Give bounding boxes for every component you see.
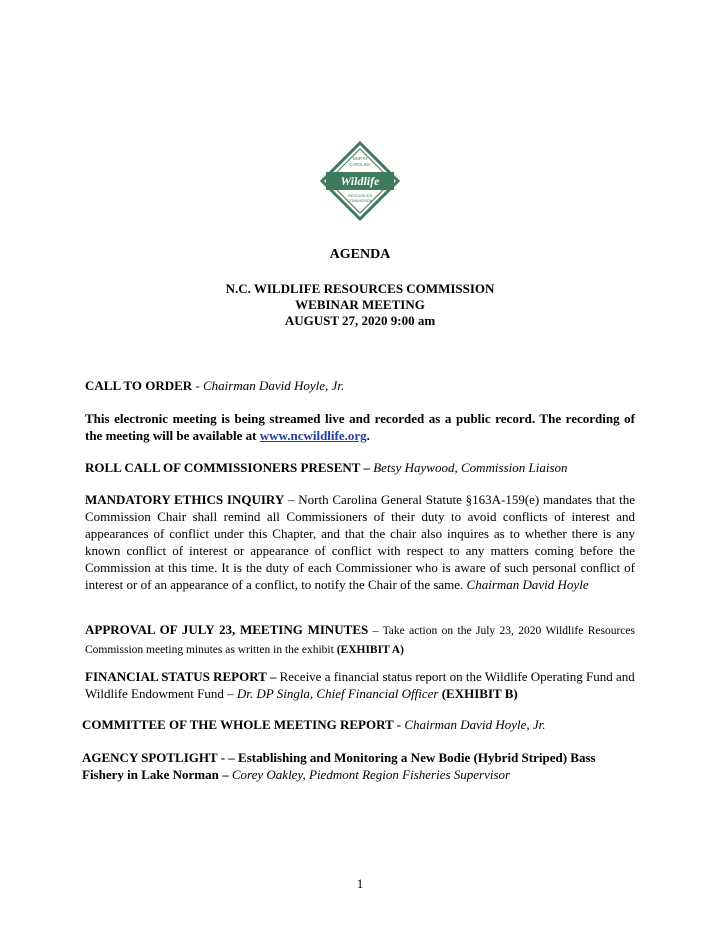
roll-call-item	[85, 459, 635, 476]
logo-script: Wildlife	[340, 174, 380, 188]
ethics-item	[85, 491, 635, 593]
call-to-order-person: Chairman David Hoyle, Jr.	[203, 378, 345, 393]
meeting-date: AUGUST 27, 2020 9:00 am	[284, 313, 436, 328]
wildlife-commission-logo	[320, 141, 400, 221]
agenda-title: AGENDA	[329, 247, 391, 262]
call-to-order-sep: -	[192, 378, 204, 393]
ncwildlife-link[interactable]: www.ncwildlife.org	[259, 428, 367, 443]
call-to-order-item	[85, 377, 635, 394]
ethics-person: Chairman David Hoyle	[466, 577, 589, 592]
logo-top-2: CAROLINA	[349, 162, 371, 167]
org-name: N.C. WILDLIFE RESOURCES COMMISSION	[225, 281, 495, 296]
financial-exhibit: (EXHIBIT B)	[441, 686, 518, 701]
spotlight-person: Corey Oakley, Piedmont Region Fisheries Supervisor	[231, 767, 511, 782]
meeting-type: WEBINAR MEETING	[295, 297, 425, 312]
spotlight-item	[82, 749, 638, 783]
stream-notice-item	[85, 410, 635, 444]
call-to-order-label: CALL TO ORDER	[85, 378, 193, 393]
logo-top-1: NORTH	[352, 156, 368, 161]
roll-call-person: Betsy Haywood, Commission Liaison	[373, 460, 568, 475]
financial-person: Dr. DP Singla, Chief Financial Officer	[236, 686, 439, 701]
financial-item	[85, 668, 635, 702]
ethics-label: MANDATORY ETHICS INQUIRY	[85, 492, 285, 507]
ethics-text: – North Carolina General Statute §163A-159(e) mandates that the Commission Chair shall remind all Commissioners of their duty to avoid conflicts of interest and appearances of conflict under this Chapter, and that the chair also inquires as to whether there is any known conflict of interest or appearance of conflict with respect to any matters coming before the Commission at this time. It is the duty of each Commissioner who is aware of such personal conflict of interest or of an appearance of a conflict, to notify the Chair of the same.	[85, 492, 635, 592]
financial-label: FINANCIAL STATUS REPORT –	[85, 669, 277, 684]
stream-notice-text: This electronic meeting is being streamed live and recorded as a public record. The recording of the meeting will be available at	[85, 411, 635, 443]
committee-person: Chairman David Hoyle, Jr.	[404, 717, 546, 732]
committee-item	[82, 716, 632, 733]
page-number: 1	[356, 876, 364, 891]
committee-label: COMMITTEE OF THE WHOLE MEETING REPORT -	[82, 717, 402, 732]
minutes-exhibit: (EXHIBIT A)	[336, 644, 404, 656]
minutes-text: – Take action on the July 23, 2020 Wildlife Resources Commission meeting minutes as written in the exhibit	[85, 625, 635, 656]
stream-notice-end: .	[366, 428, 370, 443]
minutes-label: APPROVAL OF JULY 23, MEETING MINUTES	[85, 622, 369, 637]
logo-bottom-1: RESOURCES	[347, 194, 373, 198]
financial-text: Receive a financial status report on the Wildlife Operating Fund and Wildlife Endowment Fund –	[85, 669, 635, 701]
minutes-item	[85, 621, 635, 659]
spotlight-label: AGENCY SPOTLIGHT - – Establishing and Monitoring a New Bodie (Hybrid Striped) Bass Fishery in Lake Norman –	[82, 750, 596, 782]
logo-bottom-2: COMMISSION	[347, 199, 373, 203]
roll-call-label: ROLL CALL OF COMMISSIONERS PRESENT –	[85, 460, 370, 475]
